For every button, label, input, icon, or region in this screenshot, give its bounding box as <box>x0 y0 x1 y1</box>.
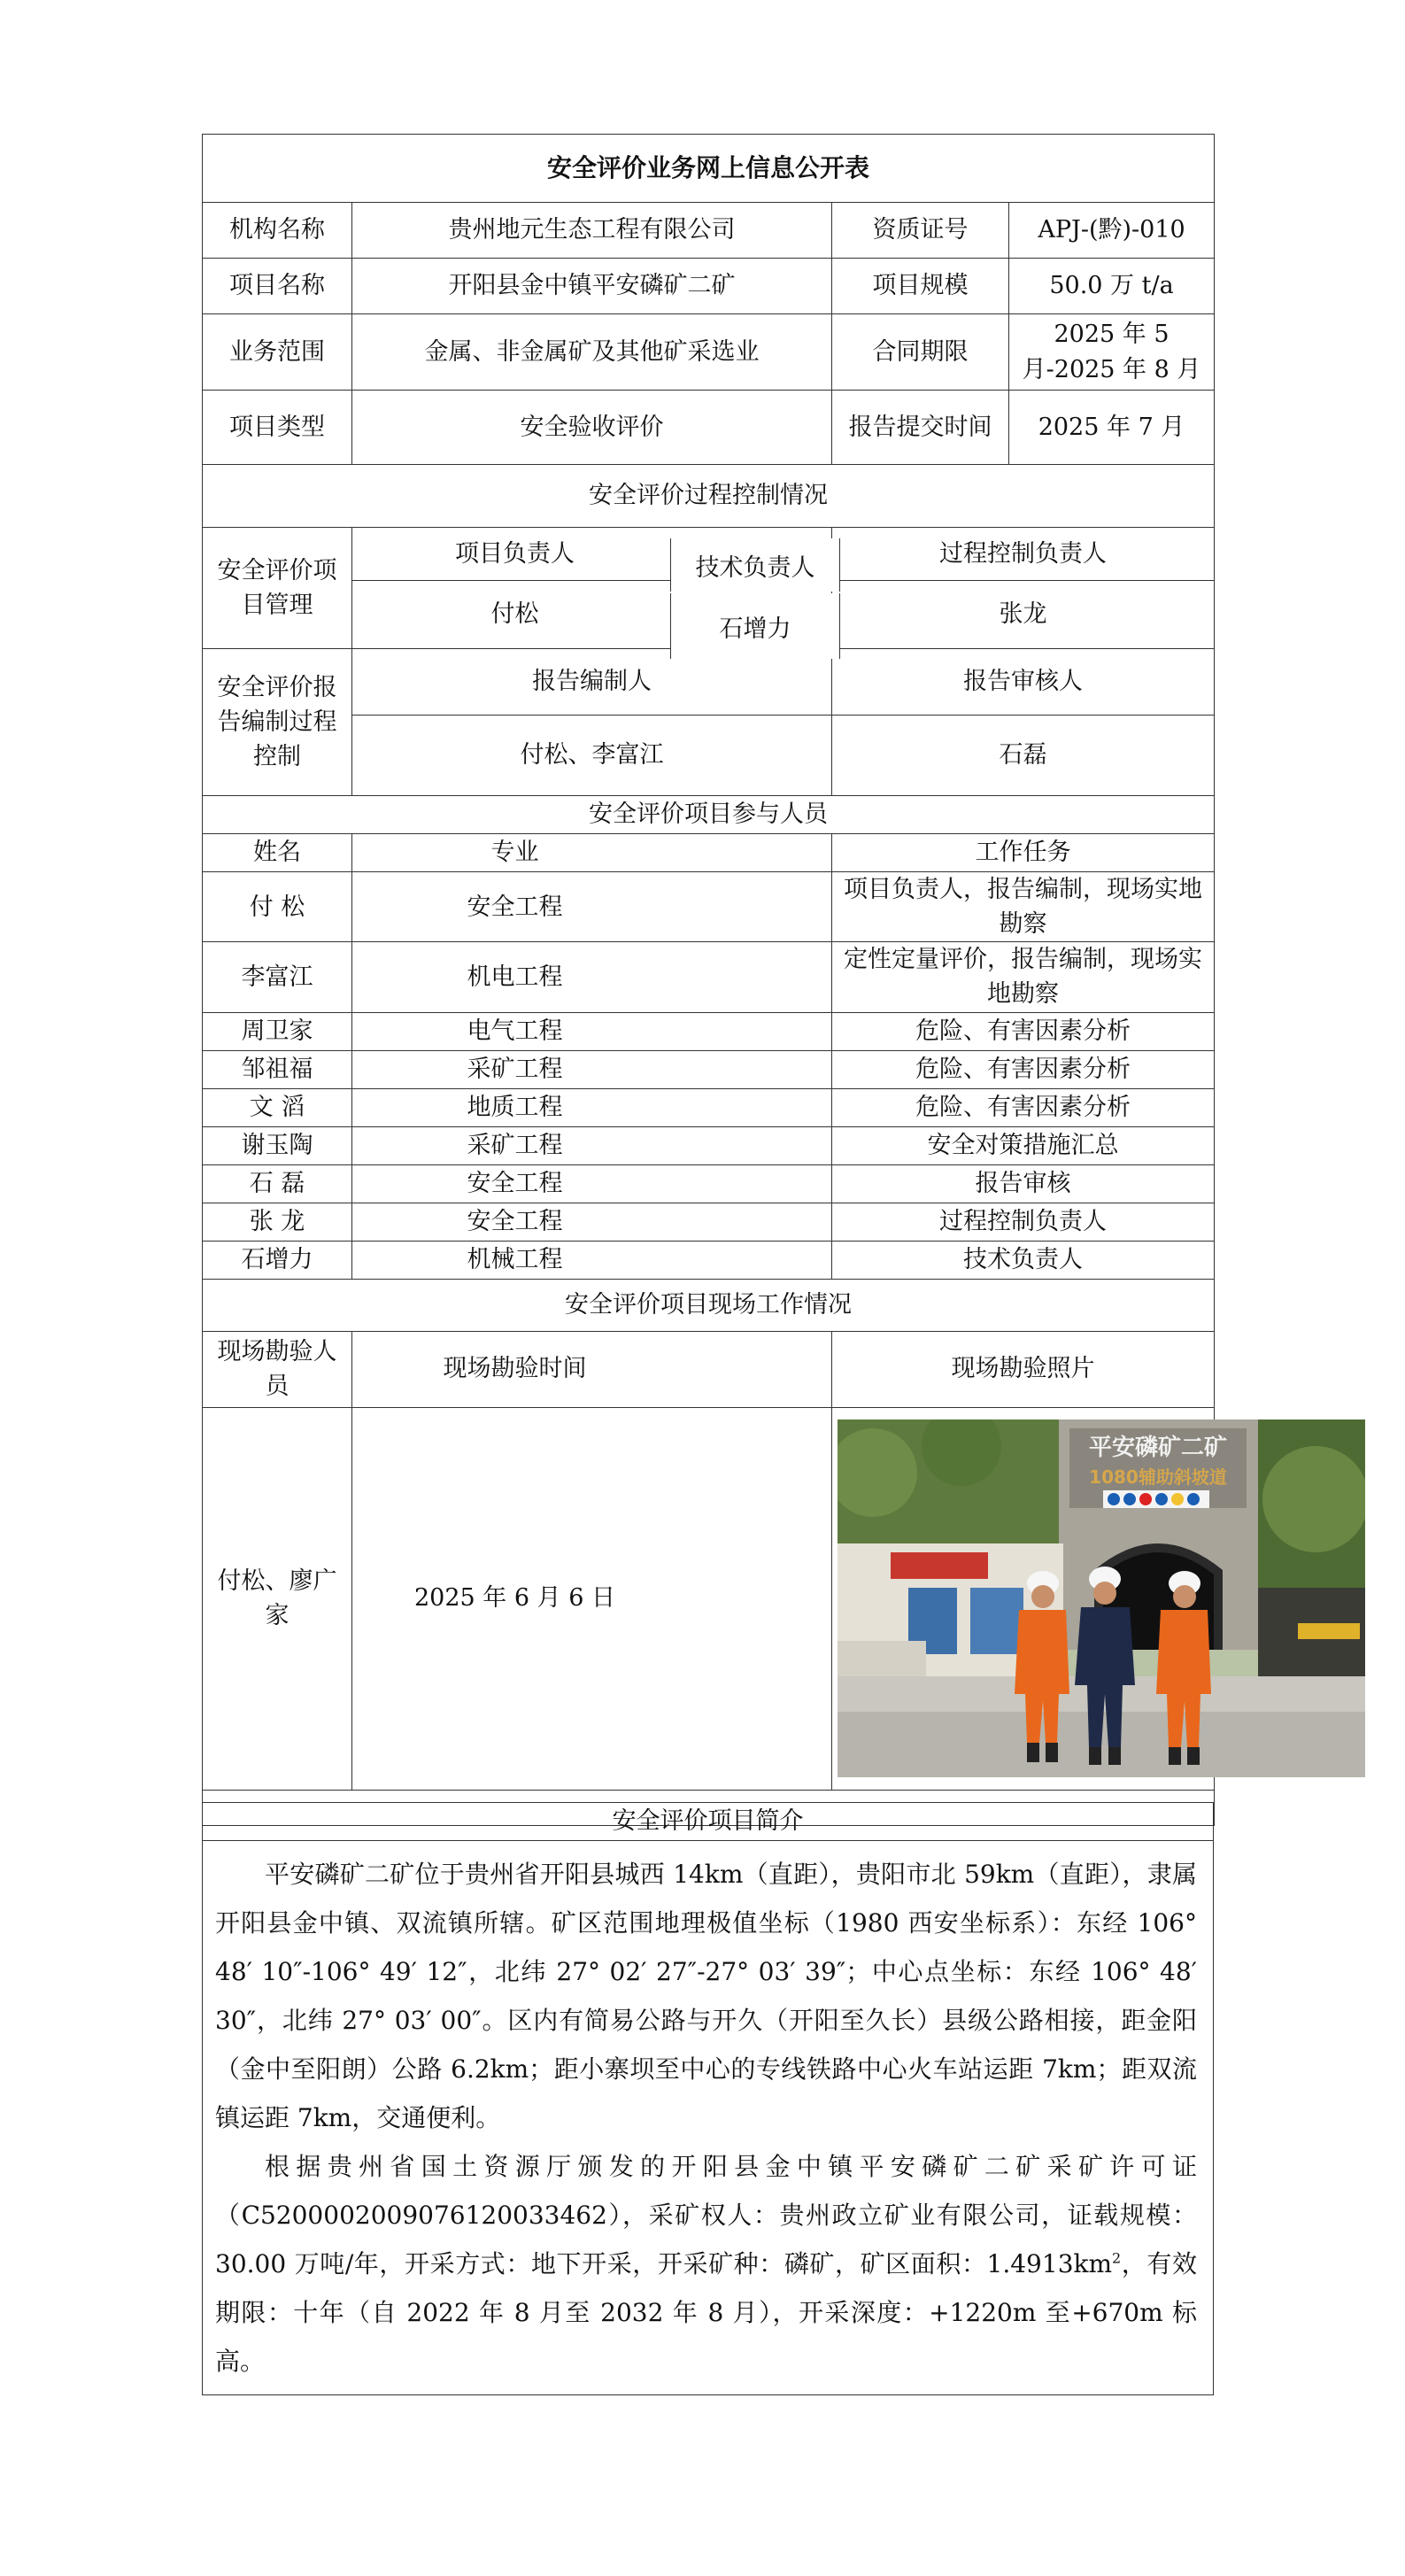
sign-line-1: 平安磷矿二矿 <box>1088 1435 1228 1462</box>
cert-label: 资质证号 <box>832 203 1009 259</box>
site-section-title: 安全评价项目现场工作情况 <box>203 1279 1215 1331</box>
scope-label: 业务范围 <box>203 314 352 391</box>
participant-major: 采矿工程 <box>352 1126 832 1164</box>
table-row <box>203 1203 1215 1241</box>
participant-name: 付 松 <box>203 872 352 942</box>
intro-paragraph-2-part-b: ，有效期限：十年（自 2022 年 8 月至 2032 年 8 月），开采深度：+1220m 至+670m 标高。 <box>215 2249 1197 2376</box>
site-photo-header: 现场勘验照片 <box>832 1331 1215 1407</box>
participant-name: 邹祖福 <box>203 1050 352 1088</box>
org-value: 贵州地元生态工程有限公司 <box>352 203 832 259</box>
table-row <box>203 1012 1215 1050</box>
tech-process-headers <box>832 528 1215 581</box>
participant-name: 石增力 <box>203 1241 352 1279</box>
participant-major: 安全工程 <box>352 1164 832 1203</box>
participants-header-name: 姓名 <box>203 834 352 872</box>
site-people: 付松、廖广家 <box>203 1407 352 1790</box>
contract-value: 2025 年 5 月-2025 年 8 月 <box>1009 314 1215 391</box>
participant-task: 项目负责人，报告编制，现场实地勘察 <box>832 872 1215 942</box>
participant-task: 危险、有害因素分析 <box>832 1012 1215 1050</box>
participant-major: 地质工程 <box>352 1088 832 1126</box>
scale-value: 50.0 万 t/a <box>1009 259 1215 314</box>
participant-major: 采矿工程 <box>352 1050 832 1088</box>
participant-name: 张 龙 <box>203 1203 352 1241</box>
participant-task: 报告审核 <box>832 1164 1215 1203</box>
participants-header-major: 专业 <box>352 834 832 872</box>
area-unit-superscript: 2 <box>1112 2249 1122 2267</box>
sign-line-2: 1080辅助斜坡道 <box>1089 1466 1227 1489</box>
reviewer-value: 石磊 <box>832 716 1215 796</box>
project-label: 项目名称 <box>203 259 352 314</box>
author-header: 报告编制人 <box>352 649 832 716</box>
participants-header-task: 工作任务 <box>832 834 1215 872</box>
site-time-header: 现场勘验时间 <box>352 1331 832 1407</box>
contract-label: 合同期限 <box>832 314 1009 391</box>
mgmt-label: 安全评价项目管理 <box>203 528 352 649</box>
site-photo-cell <box>832 1407 1228 1790</box>
tech-lead-value-text: 石增力 <box>719 615 791 643</box>
tech-lead-header-text: 技术负责人 <box>695 553 815 582</box>
disclosure-table <box>202 134 1228 1826</box>
participant-task: 危险、有害因素分析 <box>832 1050 1215 1088</box>
participant-name: 李富江 <box>203 942 352 1012</box>
table-row <box>203 1241 1215 1279</box>
site-photo <box>838 1420 1365 1777</box>
participant-task: 安全对策措施汇总 <box>832 1126 1215 1164</box>
table-title: 安全评价业务网上信息公开表 <box>203 135 1215 203</box>
site-time: 2025 年 6 月 6 日 <box>352 1407 832 1790</box>
report-label: 安全评价报告编制过程控制 <box>203 649 352 796</box>
project-value: 开阳县金中镇平安磷矿二矿 <box>352 259 832 314</box>
site-photo-illustration <box>838 1420 1365 1777</box>
intro-paragraph-2 <box>215 2142 1197 2386</box>
scale-label: 项目规模 <box>832 259 1009 314</box>
table-row <box>203 1164 1215 1203</box>
participant-name: 周卫家 <box>203 1012 352 1050</box>
intro-paragraph-1: 平安磷矿二矿位于贵州省开阳县城西 14km（直距），贵阳市北 59km（直距），隶属开阳县金中镇、双流镇所辖。矿区范围地理极值坐标（1980 西安坐标系）：东经 106° 48′ 10″-106° 49′ 12″，北纬 27° 02′ 27″-27° 03′ 39″；中心点坐标：东经 106° 48′ 30″，北纬 27° 03′ 00″。区内有简易公路与开久（开阳至久长）县级公路相接，距金阳（金中至阳朗）公路 6.2km；距小寨坝至中心的专线铁路中心火车站运距 7km；距双流镇运距 7km，交通便利。 <box>215 1860 1197 2132</box>
submit-value: 2025 年 7 月 <box>1009 391 1215 465</box>
participant-name: 石 磊 <box>203 1164 352 1203</box>
participant-major: 安全工程 <box>352 872 832 942</box>
tech-lead-value <box>670 593 840 659</box>
intro-paragraph-2-part-a: 根据贵州省国土资源厅颁发的开阳县金中镇平安磷矿二矿采矿许可证（C5200002009076120033462），采矿权人：贵州政立矿业有限公司，证载规模：30.00 万吨/年，开采方式：地下开采，开采矿种：磷矿，矿区面积：1.4913km <box>215 2152 1197 2278</box>
intro-section-title: 安全评价项目简介 <box>203 1803 1214 1841</box>
intro-table <box>202 1802 1214 2395</box>
participant-major: 电气工程 <box>352 1012 832 1050</box>
participant-major: 机械工程 <box>352 1241 832 1279</box>
type-value: 安全验收评价 <box>352 391 832 465</box>
intro-body <box>203 1841 1214 2395</box>
table-row <box>203 872 1215 942</box>
leader-header: 项目负责人 <box>352 528 832 581</box>
process-leader-value: 张龙 <box>832 581 1215 649</box>
reviewer-header: 报告审核人 <box>832 649 1215 716</box>
tech-lead-header <box>670 538 840 592</box>
participant-major: 机电工程 <box>352 942 832 1012</box>
participants-section-title: 安全评价项目参与人员 <box>203 796 1215 834</box>
submit-label: 报告提交时间 <box>832 391 1009 465</box>
participant-task: 定性定量评价，报告编制，现场实地勘察 <box>832 942 1215 1012</box>
cert-value: APJ-(黔)-010 <box>1009 203 1215 259</box>
participant-name: 谢玉陶 <box>203 1126 352 1164</box>
table-row <box>203 942 1215 1012</box>
participant-task: 技术负责人 <box>832 1241 1215 1279</box>
table-row <box>203 1050 1215 1088</box>
site-people-header: 现场勘验人员 <box>203 1331 352 1407</box>
process-section-title: 安全评价过程控制情况 <box>203 465 1215 528</box>
participant-major: 安全工程 <box>352 1203 832 1241</box>
table-row <box>203 1126 1215 1164</box>
type-label: 项目类型 <box>203 391 352 465</box>
participant-name: 文 滔 <box>203 1088 352 1126</box>
leader-value: 付松 <box>352 581 832 649</box>
scope-value: 金属、非金属矿及其他矿采选业 <box>352 314 832 391</box>
participant-task: 危险、有害因素分析 <box>832 1088 1215 1126</box>
author-value: 付松、李富江 <box>352 716 832 796</box>
participant-task: 过程控制负责人 <box>832 1203 1215 1241</box>
table-row <box>203 1088 1215 1126</box>
org-label: 机构名称 <box>203 203 352 259</box>
process-leader-header: 过程控制负责人 <box>939 539 1108 568</box>
